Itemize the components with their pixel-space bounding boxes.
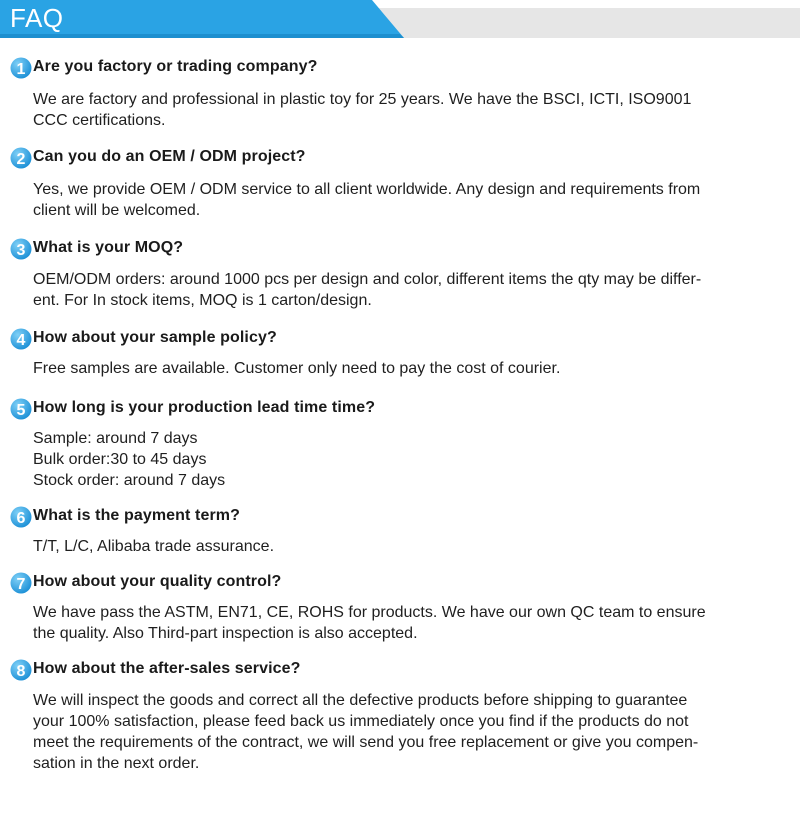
faq-question-row [0,657,800,683]
faq-item [0,570,800,642]
faq-item [0,145,800,219]
faq-question: What is the payment term? [33,507,240,524]
faq-item [0,55,800,129]
faq-question: How about your quality control? [33,573,282,590]
faq-question: Are you factory or trading company? [33,58,318,75]
answer-line: the quality. Also Third-part inspection is also accepted. [33,625,418,642]
faq-item [0,504,800,555]
faq-question: Can you do an OEM / ODM project? [33,148,306,165]
faq-number: 2 [16,151,26,168]
number-1-icon [10,57,32,79]
faq-number: 8 [16,663,26,680]
answer-line: We will inspect the goods and correct all the defective products before shipping to guarantee [33,692,688,709]
faq-item [0,396,800,489]
faq-answer [33,358,773,379]
faq-question-row [0,145,800,171]
faq-question: How about your sample policy? [33,329,277,346]
answer-line: We are factory and professional in plastic toy for 25 years. We have the BSCI, ICTI, ISO9001 [33,91,692,108]
faq-question-row [0,55,800,81]
header-banner-shape [0,0,800,38]
answer-line: Sample: around 7 days [33,430,198,447]
faq-question: What is your MOQ? [33,239,184,256]
answer-line: your 100% satisfaction, please feed back us immediately once you find if the products do not [33,713,689,730]
faq-answer [33,89,773,131]
answer-line: CCC certifications. [33,112,166,129]
faq-number: 4 [16,332,26,349]
answer-line: ent. For In stock items, MOQ is 1 carton/design. [33,292,372,309]
answer-line: We have pass the ASTM, EN71, CE, ROHS for products. We have our own QC team to ensure [33,604,706,621]
faq-question: How about the after-sales service? [33,660,301,677]
page-title: FAQ [10,3,64,33]
faq-item [0,657,800,772]
faq-number: 5 [16,402,26,419]
answer-line: Yes, we provide OEM / ODM service to all client worldwide. Any design and requirements from [33,181,701,198]
faq-number: 7 [16,576,26,593]
faq-answer [33,536,773,557]
faq-answer [33,428,773,491]
faq-question-row [0,236,800,262]
number-5-icon [10,398,32,420]
answer-line: Free samples are available. Customer only need to pay the cost of courier. [33,360,561,377]
faq-header [0,0,800,38]
faq-number: 3 [16,242,26,259]
faq-answer [33,602,773,644]
answer-line: OEM/ODM orders: around 1000 pcs per design and color, different items the qty may be differ- [33,271,702,288]
faq-answer [33,690,773,774]
number-7-icon [10,572,32,594]
faq-question-row [0,396,800,422]
answer-line: meet the requirements of the contract, we will send you free replacement or give you compen- [33,734,699,751]
faq-number: 1 [16,61,26,78]
faq-item [0,326,800,377]
answer-line: T/T, L/C, Alibaba trade assurance. [33,538,275,555]
number-8-icon [10,659,32,681]
number-6-icon [10,506,32,528]
number-2-icon [10,147,32,169]
header-grey-strip [360,8,800,38]
faq-question: How long is your production lead time time? [33,399,376,416]
faq-item [0,236,800,309]
faq-number: 6 [16,510,26,527]
answer-line: Bulk order:30 to 45 days [33,451,207,468]
answer-line: sation in the next order. [33,755,200,772]
faq-answer [33,179,773,221]
faq-question-row [0,570,800,596]
faq-question-row [0,504,800,530]
faq-answer [33,269,773,311]
number-3-icon [10,238,32,260]
number-4-icon [10,328,32,350]
answer-line: client will be welcomed. [33,202,201,219]
answer-line: Stock order: around 7 days [33,472,226,489]
faq-question-row [0,326,800,352]
